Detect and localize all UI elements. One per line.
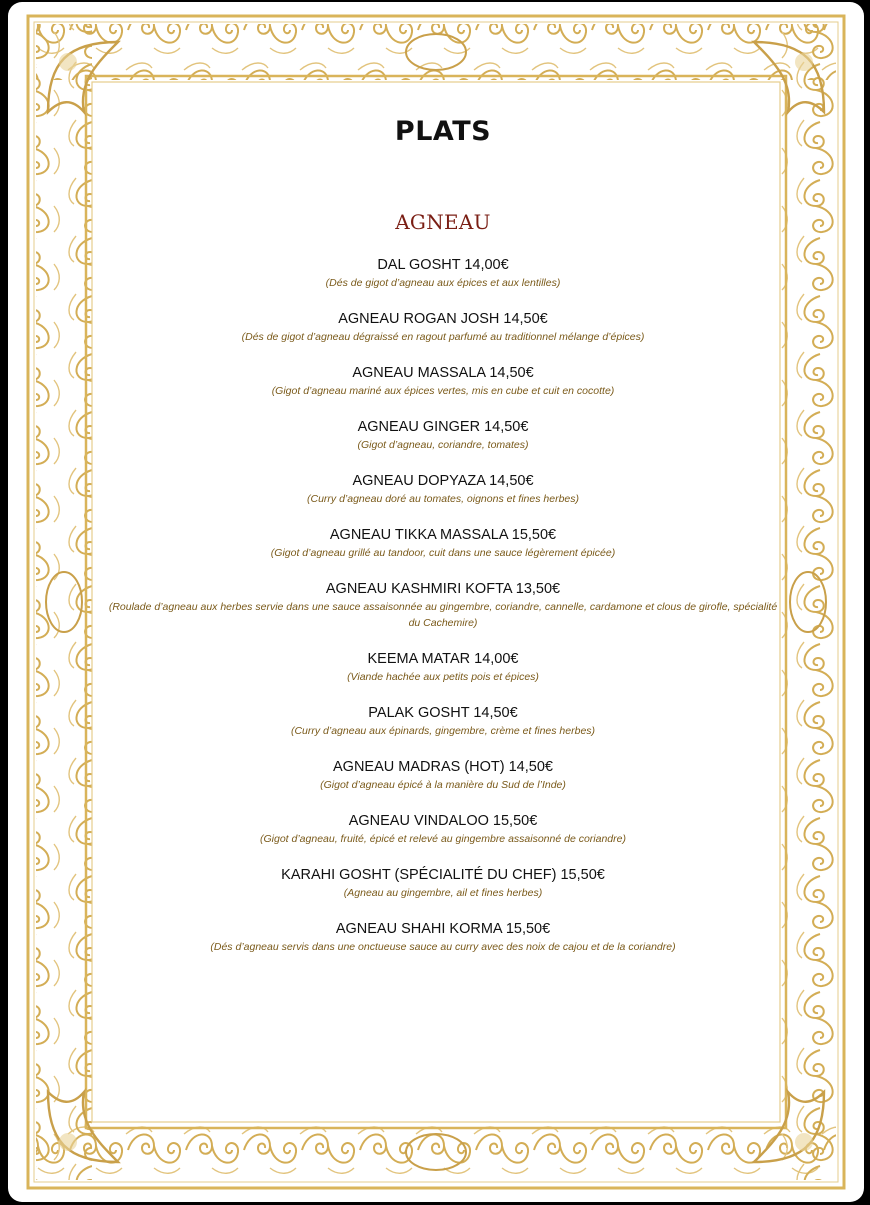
dish-item — [98, 256, 788, 291]
dish-name: AGNEAU MADRAS (HOT) 14,50€ — [333, 759, 553, 775]
dish-item — [98, 472, 788, 507]
dish-name: PALAK GOSHT 14,50€ — [368, 705, 518, 721]
dish-item — [98, 310, 788, 345]
dish-description: (Gigot d’agneau, coriandre, tomates) — [357, 439, 529, 451]
dish-name: AGNEAU MASSALA 14,50€ — [352, 365, 534, 381]
dish-name: AGNEAU VINDALOO 15,50€ — [348, 813, 538, 829]
menu-page — [8, 2, 864, 1202]
dish-description: (Dés d’agneau servis dans une onctueuse sauce au curry avec des noix de cajou et de la coriandre) — [210, 941, 676, 953]
dish-item — [98, 418, 788, 453]
dish-name: AGNEAU ROGAN JOSH 14,50€ — [338, 311, 548, 327]
dish-name: KARAHI GOSHT (SPÉCIALITÉ DU CHEF) 15,50€ — [281, 867, 605, 883]
dish-item — [98, 704, 788, 739]
menu-content — [98, 112, 788, 974]
dish-item — [98, 758, 788, 793]
dish-item — [98, 812, 788, 847]
dish-name: KEEMA MATAR 14,00€ — [367, 651, 519, 667]
page-title: PLATS — [394, 116, 492, 147]
dish-description: (Dés de gigot d’agneau aux épices et aux lentilles) — [325, 277, 561, 289]
dish-description: (Gigot d’agneau épicé à la manière du Sud de l’Inde) — [320, 779, 566, 791]
dish-description: (Gigot d’agneau, fruité, épicé et relevé au gingembre assaisonné de coriandre) — [260, 833, 626, 845]
dish-description: (Dés de gigot d’agneau dégraissé en ragout parfumé au traditionnel mélange d’épices) — [241, 331, 645, 343]
dish-name: AGNEAU GINGER 14,50€ — [357, 419, 529, 435]
dish-description: (Viande hachée aux petits pois et épices) — [347, 671, 539, 683]
dish-item — [98, 866, 788, 901]
dish-name: AGNEAU SHAHI KORMA 15,50€ — [335, 921, 551, 937]
dish-description: (Gigot d’agneau mariné aux épices vertes, mis en cube et cuit en cocotte) — [271, 385, 615, 397]
dish-item — [98, 364, 788, 399]
dish-item — [98, 920, 788, 955]
dish-item — [98, 650, 788, 685]
dish-description: (Curry d’agneau doré au tomates, oignons et fines herbes) — [307, 493, 579, 505]
dish-description: (Agneau au gingembre, ail et fines herbes) — [343, 887, 543, 899]
dish-description: (Curry d’agneau aux épinards, gingembre, crème et fines herbes) — [290, 725, 596, 737]
dish-name: AGNEAU DOPYAZA 14,50€ — [352, 473, 534, 489]
dish-description: (Roulade d’agneau aux herbes servie dans une sauce assaisonnée au gingembre, coriandre, cannelle, cardamone et clous de girofle, spécialité du Cachemire) — [108, 601, 778, 629]
section-title: AGNEAU — [395, 210, 491, 234]
dish-name: DAL GOSHT 14,00€ — [377, 257, 509, 273]
dish-name: AGNEAU KASHMIRI KOFTA 13,50€ — [325, 581, 561, 597]
dish-item — [98, 580, 788, 631]
dish-list — [98, 256, 788, 955]
dish-description: (Gigot d’agneau grillé au tandoor, cuit dans une sauce légèrement épicée) — [270, 547, 616, 559]
dish-name: AGNEAU TIKKA MASSALA 15,50€ — [329, 527, 557, 543]
dish-item — [98, 526, 788, 561]
